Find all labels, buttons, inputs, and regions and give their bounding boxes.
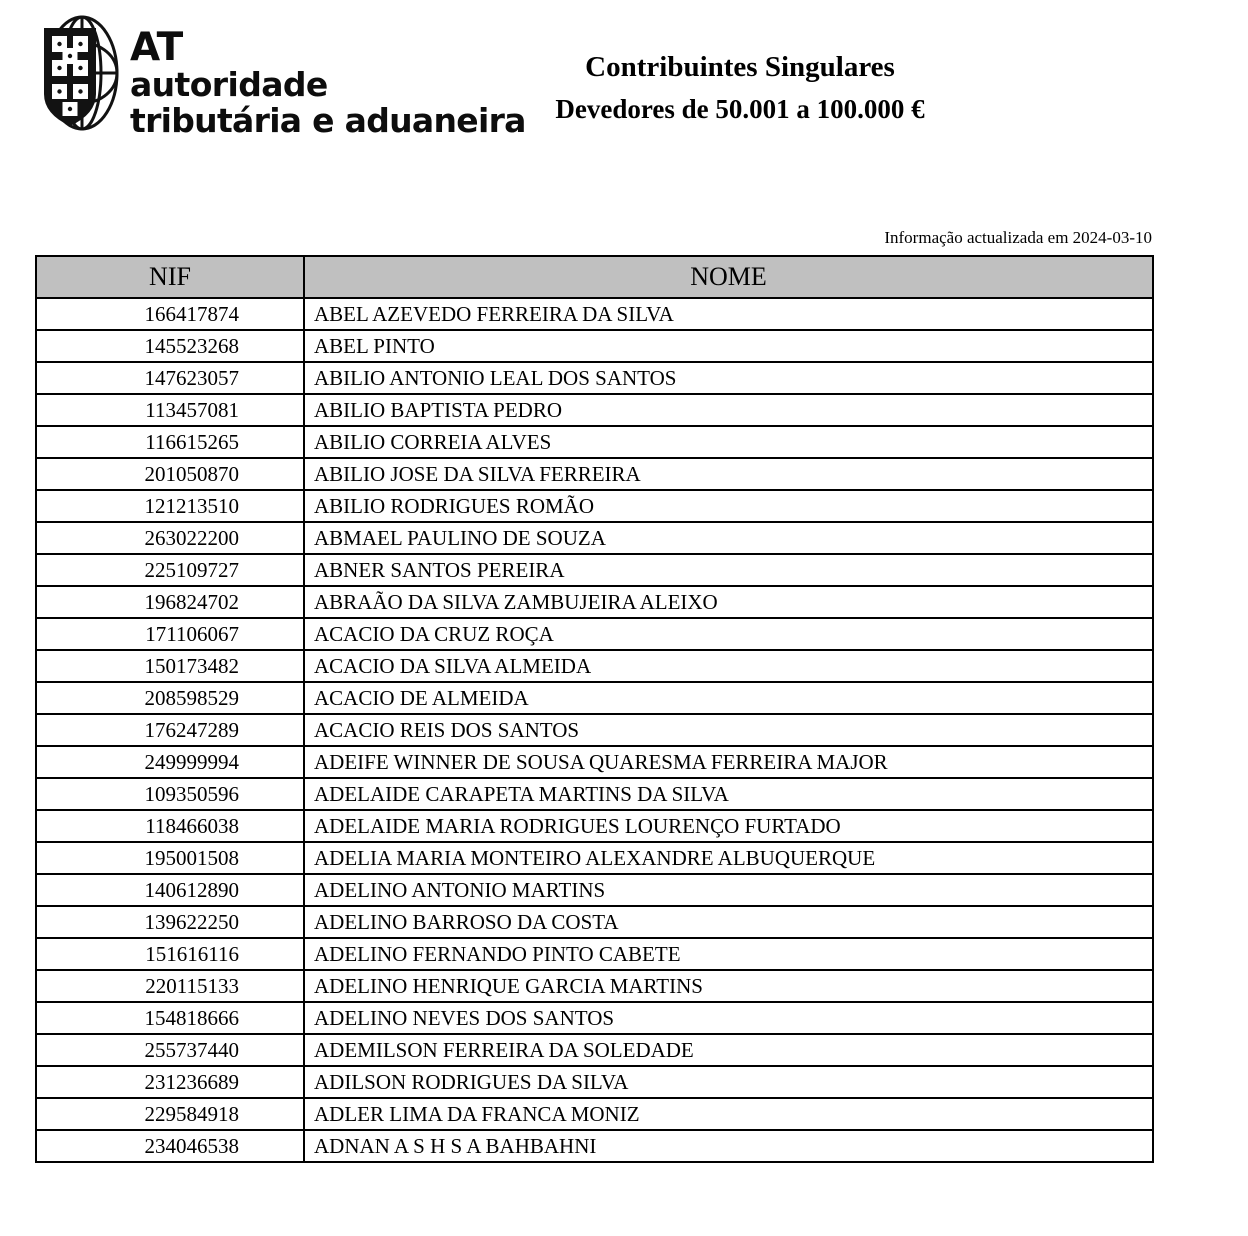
cell-nif: 195001508	[36, 842, 304, 874]
column-header-nif: NIF	[36, 256, 304, 298]
cell-nome: ADELINO NEVES DOS SANTOS	[304, 1002, 1153, 1034]
document-header	[0, 0, 1248, 150]
table-row	[36, 650, 1153, 682]
cell-nif: 263022200	[36, 522, 304, 554]
cell-nome: ADELINO HENRIQUE GARCIA MARTINS	[304, 970, 1153, 1002]
cell-nif: 171106067	[36, 618, 304, 650]
cell-nome: ADELAIDE MARIA RODRIGUES LOURENÇO FURTADO	[304, 810, 1153, 842]
cell-nif: 145523268	[36, 330, 304, 362]
cell-nome: ABILIO JOSE DA SILVA FERREIRA	[304, 458, 1153, 490]
table-row	[36, 490, 1153, 522]
cell-nif: 255737440	[36, 1034, 304, 1066]
cell-nif: 220115133	[36, 970, 304, 1002]
cell-nome: ACACIO DA CRUZ ROÇA	[304, 618, 1153, 650]
at-logo	[34, 12, 526, 140]
table-row	[36, 1066, 1153, 1098]
cell-nome: ADELINO ANTONIO MARTINS	[304, 874, 1153, 906]
title-block	[470, 50, 1010, 125]
table-row	[36, 362, 1153, 394]
table-row	[36, 1098, 1153, 1130]
cell-nif: 208598529	[36, 682, 304, 714]
at-logo-wordmark	[130, 25, 526, 140]
table-row	[36, 1002, 1153, 1034]
cell-nome: ACACIO DE ALMEIDA	[304, 682, 1153, 714]
logo-line-autoridade: autoridade	[130, 65, 328, 104]
table-row	[36, 458, 1153, 490]
cell-nome: ADELINO FERNANDO PINTO CABETE	[304, 938, 1153, 970]
cell-nif: 166417874	[36, 298, 304, 330]
cell-nif: 147623057	[36, 362, 304, 394]
page-title: Contribuintes Singulares	[585, 51, 895, 83]
cell-nome: ADELAIDE CARAPETA MARTINS DA SILVA	[304, 778, 1153, 810]
cell-nome: ADILSON RODRIGUES DA SILVA	[304, 1066, 1153, 1098]
table-row	[36, 810, 1153, 842]
cell-nif: 151616116	[36, 938, 304, 970]
cell-nome: ACACIO DA SILVA ALMEIDA	[304, 650, 1153, 682]
cell-nome: ADELINO BARROSO DA COSTA	[304, 906, 1153, 938]
table-row	[36, 938, 1153, 970]
cell-nif: 118466038	[36, 810, 304, 842]
cell-nome: ABILIO ANTONIO LEAL DOS SANTOS	[304, 362, 1153, 394]
table-header-row	[36, 256, 1153, 298]
cell-nome: ABILIO BAPTISTA PEDRO	[304, 394, 1153, 426]
cell-nome: ABILIO RODRIGUES ROMÃO	[304, 490, 1153, 522]
table-body	[36, 298, 1153, 1162]
cell-nif: 116615265	[36, 426, 304, 458]
cell-nif: 201050870	[36, 458, 304, 490]
table-row	[36, 426, 1153, 458]
cell-nif: 109350596	[36, 778, 304, 810]
debtors-table	[35, 255, 1154, 1163]
cell-nif: 154818666	[36, 1002, 304, 1034]
logo-line-at: AT	[130, 25, 183, 70]
cell-nif: 196824702	[36, 586, 304, 618]
table-row	[36, 586, 1153, 618]
table-row	[36, 1034, 1153, 1066]
cell-nif: 229584918	[36, 1098, 304, 1130]
cell-nome: ADEIFE WINNER DE SOUSA QUARESMA FERREIRA MAJOR	[304, 746, 1153, 778]
debtors-table-container	[35, 255, 1152, 1163]
table-row	[36, 746, 1153, 778]
table-row	[36, 682, 1153, 714]
cell-nome: ADELIA MARIA MONTEIRO ALEXANDRE ALBUQUERQUE	[304, 842, 1153, 874]
portugal-coat-of-arms-icon	[34, 12, 124, 134]
cell-nif: 139622250	[36, 906, 304, 938]
table-row	[36, 394, 1153, 426]
updated-info-text: Informação actualizada em 2024-03-10	[884, 228, 1152, 247]
cell-nome: ABEL AZEVEDO FERREIRA DA SILVA	[304, 298, 1153, 330]
cell-nome: ABILIO CORREIA ALVES	[304, 426, 1153, 458]
column-header-nome: NOME	[304, 256, 1153, 298]
cell-nif: 249999994	[36, 746, 304, 778]
page-subtitle: Devedores de 50.001 a 100.000 €	[555, 93, 925, 124]
cell-nif: 225109727	[36, 554, 304, 586]
cell-nome: ADNAN A S H S A BAHBAHNI	[304, 1130, 1153, 1162]
logo-line-tributaria: tributária e aduaneira	[130, 101, 526, 140]
table-row	[36, 874, 1153, 906]
cell-nif: 231236689	[36, 1066, 304, 1098]
table-row	[36, 970, 1153, 1002]
cell-nome: ABEL PINTO	[304, 330, 1153, 362]
table-row	[36, 714, 1153, 746]
cell-nif: 150173482	[36, 650, 304, 682]
cell-nif: 121213510	[36, 490, 304, 522]
cell-nif: 113457081	[36, 394, 304, 426]
cell-nome: ADEMILSON FERREIRA DA SOLEDADE	[304, 1034, 1153, 1066]
table-row	[36, 330, 1153, 362]
cell-nif: 176247289	[36, 714, 304, 746]
cell-nif: 234046538	[36, 1130, 304, 1162]
table-row	[36, 554, 1153, 586]
cell-nif: 140612890	[36, 874, 304, 906]
cell-nome: ABMAEL PAULINO DE SOUZA	[304, 522, 1153, 554]
table-header	[36, 256, 1153, 298]
table-row	[36, 522, 1153, 554]
table-row	[36, 842, 1153, 874]
table-row	[36, 778, 1153, 810]
cell-nome: ABNER SANTOS PEREIRA	[304, 554, 1153, 586]
cell-nome: ACACIO REIS DOS SANTOS	[304, 714, 1153, 746]
table-row	[36, 1130, 1153, 1162]
table-row	[36, 298, 1153, 330]
table-row	[36, 618, 1153, 650]
cell-nome: ADLER LIMA DA FRANCA MONIZ	[304, 1098, 1153, 1130]
cell-nome: ABRAÃO DA SILVA ZAMBUJEIRA ALEIXO	[304, 586, 1153, 618]
table-row	[36, 906, 1153, 938]
